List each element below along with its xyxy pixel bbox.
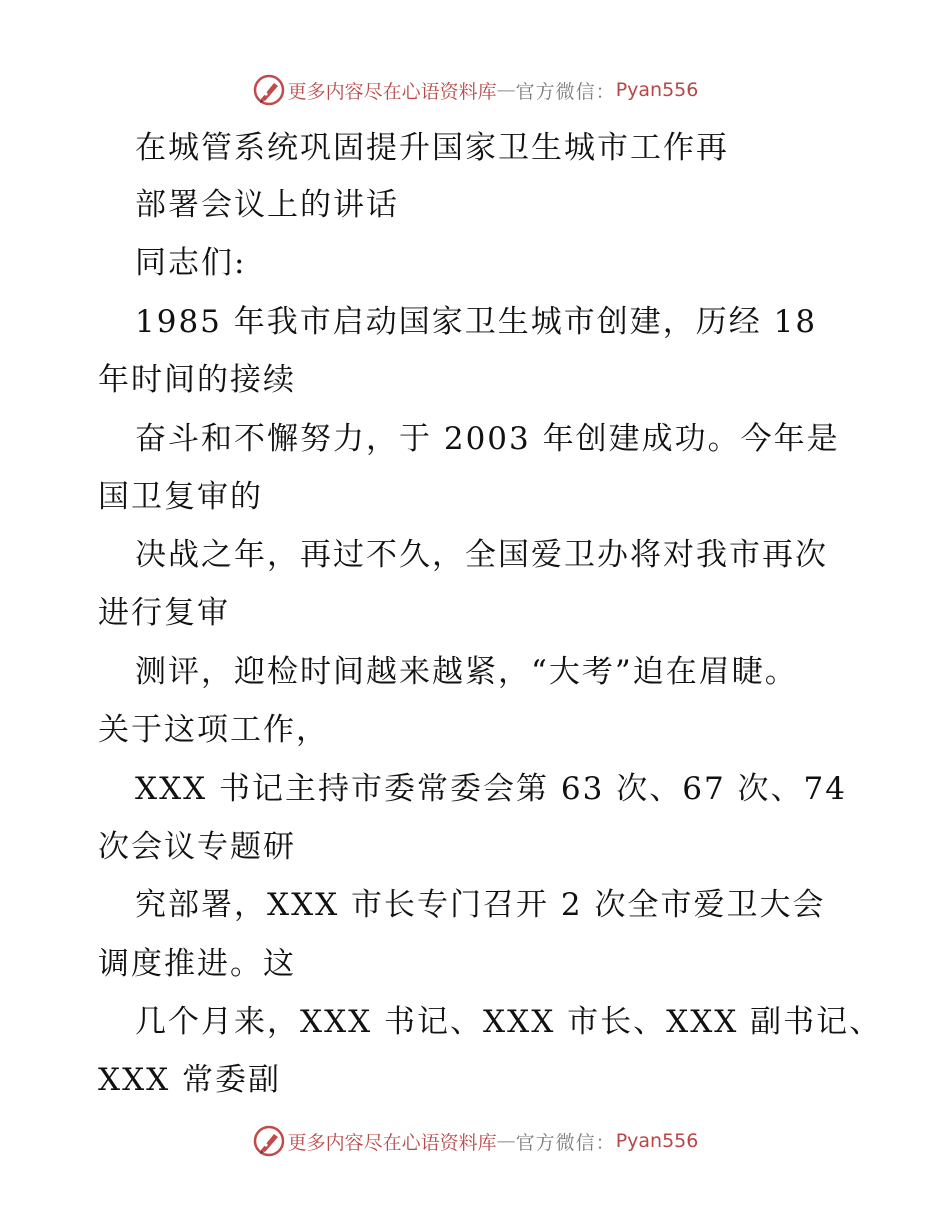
- body-line: 测评，迎检时间越来越紧，“大考”迫在眉睫。: [135, 654, 798, 690]
- body-line: 调度推进。这: [98, 946, 296, 982]
- body-line: 年时间的接续: [98, 362, 296, 398]
- body-line: 决战之年，再过不久，全国爱卫办将对我市再次: [135, 537, 828, 573]
- body-line: 关于这项工作，: [98, 712, 329, 748]
- watermark-dash: —: [496, 1130, 516, 1152]
- pen-logo-icon: [252, 1124, 286, 1158]
- watermark-dash: —: [496, 79, 516, 101]
- body-line: 国卫复审的: [98, 479, 263, 515]
- watermark-brand: 更多内容尽在心语资料库: [287, 80, 497, 103]
- header-watermark: [0, 70, 950, 110]
- body-line: 究部署，XXX 市长专门召开 2 次全市爱卫大会: [135, 887, 826, 923]
- pen-logo-icon: [252, 73, 286, 107]
- watermark-account-label: 官方微信：: [515, 80, 616, 103]
- title-line-2: 部署会议上的讲话: [135, 187, 399, 223]
- body-line: 进行复审: [98, 595, 230, 631]
- body-line: XXX 书记主持市委常委会第 63 次、67 次、74: [135, 771, 847, 807]
- watermark-account-label: 官方微信：: [515, 1131, 616, 1154]
- watermark-account-id: Pyan556: [615, 79, 699, 101]
- body-line: 奋斗和不懈努力，于 2003 年创建成功。今年是: [135, 421, 840, 457]
- watermark-account-id: Pyan556: [615, 1130, 699, 1152]
- body-line: 次会议专题研: [98, 829, 296, 865]
- watermark-brand: 更多内容尽在心语资料库: [287, 1131, 497, 1154]
- footer-watermark: [0, 1121, 950, 1161]
- body-line: XXX 常委副: [98, 1062, 282, 1098]
- body-line: 1985 年我市启动国家卫生城市创建，历经 18: [135, 304, 818, 340]
- salutation: 同志们:: [135, 245, 247, 281]
- body-line: 几个月来，XXX 书记、XXX 市长、XXX 副书记、: [135, 1004, 883, 1040]
- title-line-1: 在城管系统巩固提升国家卫生城市工作再: [135, 130, 729, 166]
